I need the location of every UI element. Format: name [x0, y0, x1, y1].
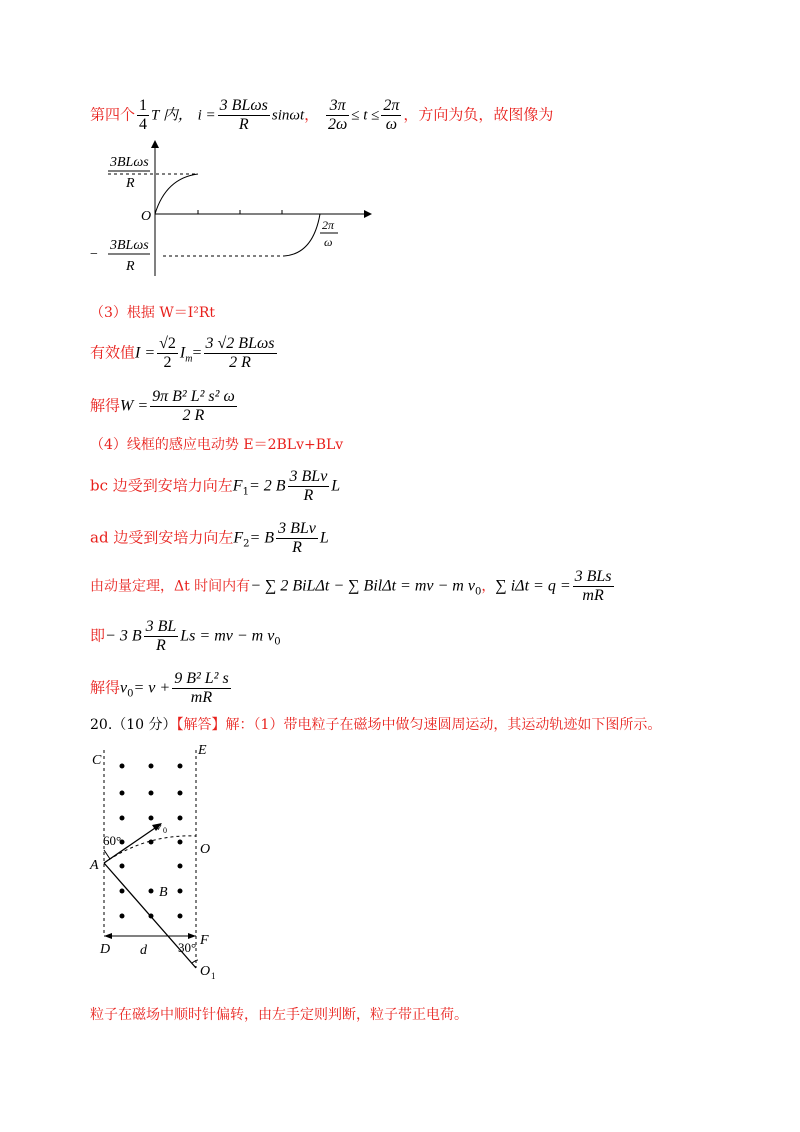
line-5: [90, 388, 239, 425]
y-bot-minus: −: [90, 247, 98, 262]
label-E: E: [198, 743, 207, 758]
math: F: [232, 477, 243, 495]
label-v0: v: [156, 819, 162, 833]
fraction: [172, 670, 231, 707]
num: 3π: [326, 97, 349, 116]
answer-tag: 【解答】: [176, 717, 226, 733]
text: ，: [304, 105, 320, 124]
line-10: [90, 618, 281, 655]
text: 第四个: [90, 105, 136, 124]
num: 2π: [383, 97, 400, 114]
angle-arc-30: [192, 960, 198, 963]
math: sinωt: [271, 107, 305, 124]
math: = v +: [133, 679, 171, 697]
x-label-den: ω: [324, 235, 333, 249]
math: L: [331, 477, 341, 495]
den: 2 R: [182, 407, 205, 424]
line-3: （3）根据 W＝I²Rt: [90, 305, 216, 321]
y-bot-num: 3BLωs: [110, 238, 149, 253]
label-B: B: [159, 885, 168, 900]
y-top-num: 3BLωs: [110, 155, 149, 170]
text: ，方向为负，故图像为: [403, 105, 554, 124]
den: R: [292, 539, 302, 556]
text: 解得: [90, 678, 121, 697]
label-A: A: [90, 858, 99, 873]
num: 3 BLs: [574, 568, 612, 585]
label-v0-sub: 0: [163, 826, 167, 835]
text: 即: [90, 626, 106, 645]
line-11: [90, 670, 233, 707]
subscript: m: [185, 353, 193, 365]
den: R: [238, 116, 249, 133]
fraction: [381, 97, 401, 134]
num: √2: [159, 335, 176, 352]
math: I =: [135, 344, 156, 362]
num: 3 √2 BLωs: [205, 335, 275, 352]
num: 3 BLv: [278, 520, 316, 537]
math: ≤ t ≤: [351, 107, 380, 124]
math: I: [179, 344, 186, 362]
question-number: 20.（10 分）: [90, 717, 177, 733]
positive-curve: [155, 174, 198, 214]
negative-curve: [284, 214, 320, 256]
math: L: [319, 529, 329, 547]
subscript: 0: [127, 688, 134, 700]
den: 2: [163, 354, 172, 371]
dim-arrow-icon: [188, 933, 196, 939]
text: ，: [481, 578, 496, 595]
label-60: 60°: [103, 833, 122, 848]
fraction: [276, 520, 318, 557]
math: i =: [197, 107, 216, 124]
line-13: 粒子在磁场中顺时针偏转，由左手定则判断，粒子带正电荷。: [90, 1007, 468, 1023]
fraction: [144, 618, 179, 655]
fraction: [137, 97, 149, 134]
origin-label: O: [141, 209, 152, 224]
num: 3 BLv: [289, 468, 328, 485]
math: Ls = mv − m v: [180, 627, 275, 645]
y-bot-den: R: [126, 259, 135, 274]
text: 由动量定理，Δt 时间内有: [90, 578, 251, 595]
den: 4: [139, 116, 148, 133]
label-O1: O: [200, 964, 211, 979]
subscript: 1: [242, 486, 249, 498]
label-F: F: [200, 933, 209, 948]
math: W =: [120, 397, 149, 415]
math: F: [233, 529, 244, 547]
y-top-den: R: [126, 176, 135, 191]
num: 3 BLωs: [219, 97, 268, 114]
den: ω: [385, 116, 398, 133]
line-12: [90, 715, 661, 735]
label-C: C: [92, 753, 102, 768]
line-7: [90, 468, 340, 505]
math: =: [192, 344, 202, 362]
num: 9π B² L² s² ω: [152, 388, 235, 405]
label-D: D: [100, 942, 111, 957]
dim-arrow-icon: [104, 933, 112, 939]
subscript: 0: [474, 586, 482, 598]
label-O1-sub: 1: [211, 971, 216, 981]
label-30: 30°: [178, 940, 197, 955]
y-arrow-icon: [151, 140, 159, 148]
x-label-num: 2π: [322, 218, 335, 232]
text: 有效值: [90, 343, 136, 362]
fraction: [573, 568, 614, 605]
den: 2 R: [229, 354, 251, 371]
line-9: [90, 568, 616, 605]
den: R: [303, 487, 314, 504]
current-graph: [88, 138, 388, 278]
den: mR: [190, 689, 213, 706]
fraction: [288, 468, 330, 505]
line-6: （4）线框的感应电动势 E＝2BLv+BLv: [90, 437, 344, 453]
line-4: [90, 335, 279, 372]
text: 解：（1）带电粒子在磁场中做匀速圆周运动，其运动轨迹如下图所示。: [225, 717, 662, 733]
fraction: [218, 97, 270, 134]
x-arrow-icon: [364, 210, 372, 218]
angle-arc-60: [104, 850, 110, 859]
num: 3 BL: [145, 618, 177, 635]
math: ∑ iΔt = q =: [495, 577, 571, 595]
fraction: [326, 97, 349, 134]
subscript: 2: [243, 538, 250, 550]
line-1: [90, 97, 553, 134]
text: 解得: [90, 396, 121, 415]
text: ad 边受到安培力向左: [90, 528, 234, 547]
fraction: [150, 388, 237, 425]
label-d: d: [140, 943, 147, 958]
math: v: [120, 679, 128, 697]
num: 1: [139, 97, 148, 114]
fraction: [204, 335, 277, 372]
num: 9 B² L² s: [174, 670, 229, 687]
math: = 2 B: [248, 477, 286, 495]
fraction: [157, 335, 178, 372]
subscript: 0: [274, 636, 281, 648]
den: mR: [582, 587, 604, 604]
math: − ∑ 2 BiLΔt − ∑ BilΔt = mv − m v: [250, 577, 475, 595]
math: = B: [249, 529, 275, 547]
math: − 3 B: [105, 627, 142, 645]
text: T 内，: [151, 107, 193, 124]
label-O: O: [200, 842, 211, 857]
line-8: [90, 520, 329, 557]
den: R: [156, 637, 166, 654]
magnetic-field-diagram: [86, 738, 226, 983]
field-dots: [120, 764, 183, 919]
den: 2ω: [327, 116, 348, 133]
text: bc 边受到安培力向左: [90, 476, 233, 495]
